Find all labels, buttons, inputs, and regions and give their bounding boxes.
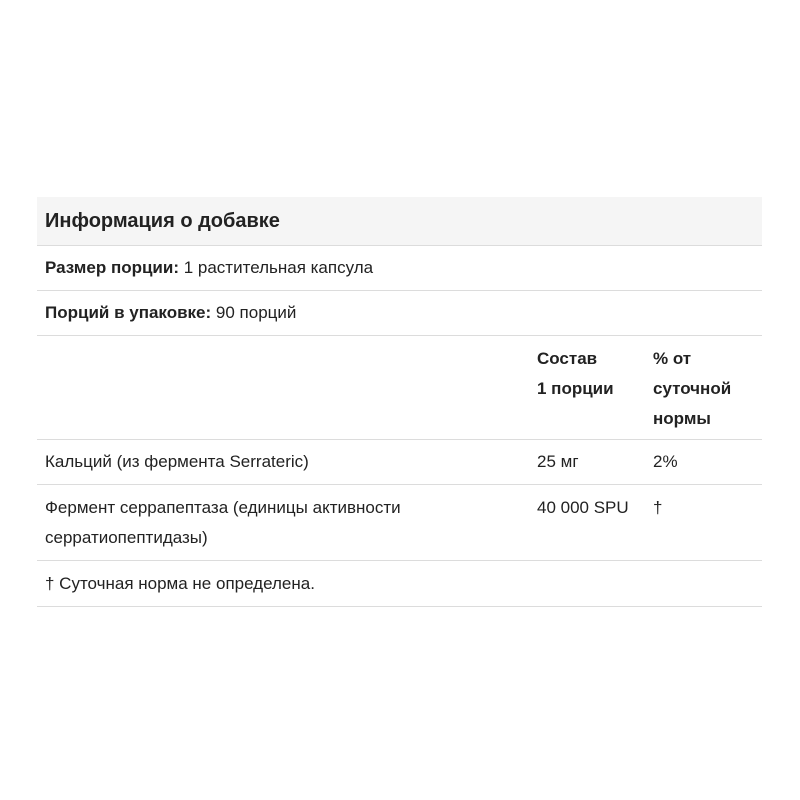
column-header-daily-value: % от суточной нормы	[653, 349, 732, 428]
ingredient-amount: 25 мг	[537, 452, 579, 471]
servings-per-container-row	[37, 291, 762, 336]
ingredient-daily-value: 2%	[653, 452, 678, 471]
serving-size-label: Размер порции:	[45, 258, 179, 277]
servings-per-container-value: 90 порций	[211, 303, 297, 322]
column-header-row	[37, 336, 762, 440]
supplement-facts-table	[37, 197, 762, 607]
ingredient-name: Кальций (из фермента Serrateric)	[45, 452, 309, 471]
ingredient-name: Фермент серрапептаза (единицы активности серратиопептидазы)	[45, 498, 401, 547]
table-title: Информация о добавке	[37, 197, 762, 246]
table-row	[37, 440, 762, 485]
ingredient-amount: 40 000 SPU	[537, 498, 629, 517]
column-header-name	[37, 344, 537, 439]
footnote: † Суточная норма не определена.	[37, 561, 762, 607]
table-row	[37, 485, 762, 561]
ingredient-daily-value: †	[653, 498, 663, 517]
servings-per-container-label: Порций в упаковке:	[45, 303, 212, 322]
serving-size-row	[37, 246, 762, 291]
serving-size-value: 1 растительная капсула	[179, 258, 374, 277]
column-header-amount: Состав 1 порции	[537, 349, 614, 398]
